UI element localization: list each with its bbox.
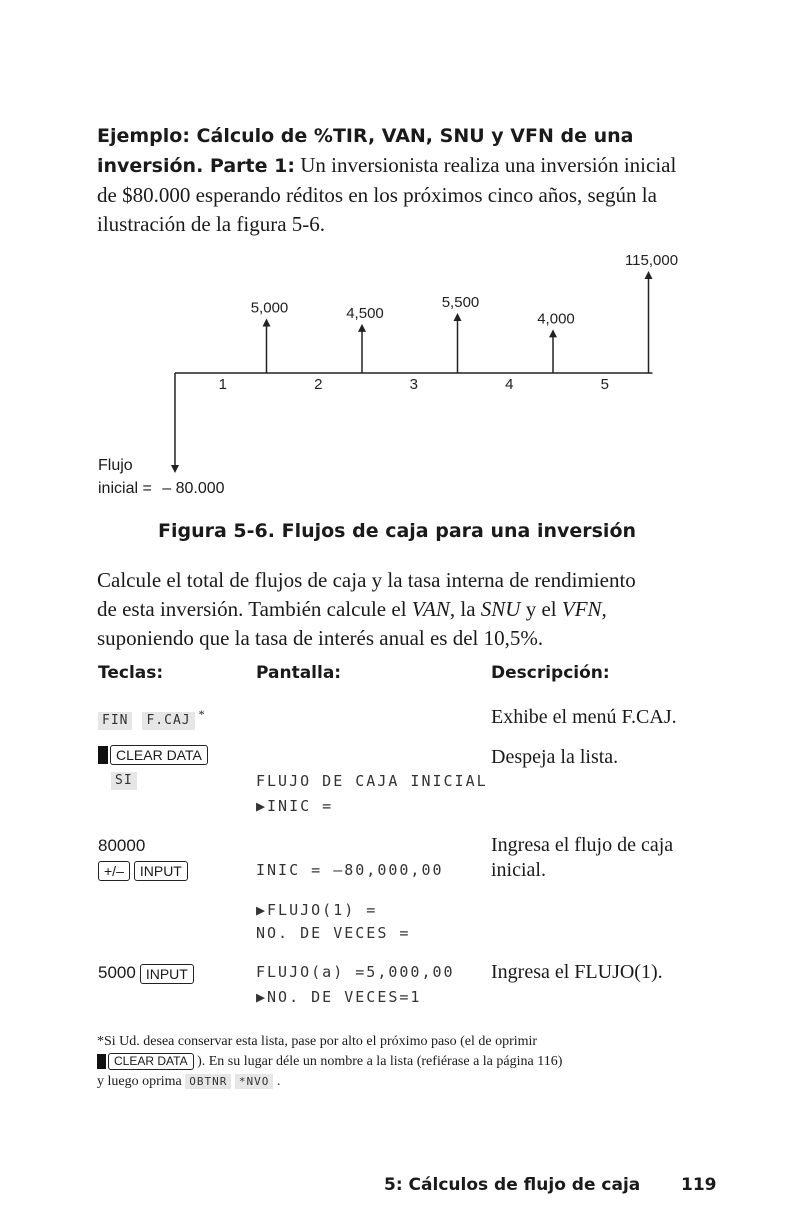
obtnr-softkey: OBTNR (185, 1074, 231, 1089)
footnote-asterisk: * (198, 707, 205, 721)
row-input-keys (98, 861, 188, 881)
row-si-keys (111, 771, 137, 790)
instructions-line-2 (97, 595, 697, 624)
input-key[interactable]: INPUT (134, 861, 188, 881)
keys-80000: 80000 (98, 836, 146, 855)
footer-chapter-title: 5: Cálculos de flujo de caja (384, 1175, 641, 1195)
footnote-text: y luego oprima (97, 1074, 186, 1089)
intro-text-3: ilustración de la figura 5-6. (97, 212, 326, 236)
initial-label (98, 480, 225, 498)
van-term: VAN, (411, 597, 456, 621)
figure-caption: Figura 5-6. Flujos de caja para una inversión (158, 520, 637, 542)
clear-data-key: CLEAR DATA (108, 1053, 194, 1070)
row-5000-keys (98, 960, 194, 985)
footnote-text: ). En su lugar déle un nombre a la lista (refiérase a la página 116) (193, 1054, 563, 1069)
cash-flow-value-label: 5,500 (441, 294, 480, 311)
display-text: NO. DE VECES=1 (267, 988, 422, 1006)
column-header-keys: Teclas: (98, 663, 164, 683)
arrow-head-icon (263, 318, 271, 326)
column-header-description: Descripción: (491, 663, 610, 683)
intro-text-1: Un inversionista realiza una inversión inicial (294, 153, 677, 177)
display-initial-flow-2 (256, 794, 333, 819)
footnote-line-1: *Si Ud. desea conservar esta lista, pase por alto el próximo paso (el de oprimir (97, 1034, 538, 1049)
row-5000-description: Ingresa el FLUJO(1). (491, 961, 663, 983)
instructions-text: de esta inversión. También calcule el (97, 597, 412, 621)
shift-key-icon (97, 1054, 106, 1069)
flow-label: Flujo (98, 457, 133, 474)
row-input-description-2: inicial. (491, 859, 546, 881)
cash-flow-value-label: 5,000 (250, 299, 289, 317)
footnote (97, 1032, 717, 1092)
column-header-display: Pantalla: (256, 663, 342, 683)
display-text: FLUJO(1) = (267, 901, 378, 919)
row-fin-description: Exhibe el menú F.CAJ. (491, 706, 677, 728)
input-key[interactable]: INPUT (140, 964, 194, 984)
example-subheading: inversión. Parte 1: (97, 155, 295, 177)
display-initial-flow-1: FLUJO DE CAJA INICIAL (256, 772, 488, 790)
cash-flow-value-label: 4,500 (346, 304, 384, 322)
display-flujo-1 (256, 898, 377, 923)
instructions-line-3: suponiendo que la tasa de interés anual es del 10,5%. (97, 626, 544, 650)
cash-flow-value-label: 4,000 (537, 310, 575, 328)
display-inic-value: INIC = –80,000,00 (256, 861, 444, 879)
example-heading: Ejemplo: Cálculo de %TIR, VAN, SNU y VFN de una (97, 125, 634, 147)
row-input-description-1: Ingresa el flujo de caja (491, 834, 674, 856)
display-no-de-veces: NO. DE VECES = (256, 924, 411, 942)
display-arrow-icon: ▶ (256, 988, 268, 1006)
si-softkey[interactable]: SI (111, 772, 137, 790)
initial-value: – 80.000 (162, 480, 225, 497)
cash-flow-value-label: 115,000 (624, 252, 679, 269)
period-label: 1 (218, 376, 227, 393)
instructions-text: y el (520, 597, 562, 621)
instructions-line-1: Calcule el total de flujos de caja y la tasa interna de rendimiento (97, 568, 636, 592)
initial-label-text: inicial = (98, 480, 152, 497)
change-sign-key[interactable]: +/– (98, 861, 130, 881)
arrow-head-icon (645, 271, 653, 279)
arrow-head-icon (549, 329, 557, 337)
arrow-head-down-icon (171, 465, 179, 473)
period-label: 2 (314, 376, 323, 393)
clear-data-key[interactable]: CLEAR DATA (110, 745, 208, 765)
period-label: 5 (600, 376, 609, 393)
keys-5000: 5000 (98, 963, 136, 982)
arrow-head-icon (454, 313, 462, 321)
display-no-de-veces-value (256, 985, 421, 1010)
row-fin-keys (98, 707, 205, 730)
shift-key-icon[interactable] (98, 746, 108, 764)
footnote-line-3 (97, 1072, 717, 1092)
instructions-text: la (455, 597, 481, 621)
page-number: 119 (681, 1175, 717, 1195)
row-clear-description: Despeja la lista. (491, 746, 619, 768)
intro-paragraph (97, 121, 697, 239)
snu-term: SNU (480, 597, 521, 621)
footnote-line-2 (97, 1052, 717, 1072)
period-label: 4 (505, 376, 514, 393)
display-arrow-icon: ▶ (256, 901, 268, 919)
footnote-text: . (273, 1074, 281, 1089)
intro-text-2: de $80.000 esperando réditos en los próximos cinco años, según la (97, 183, 657, 207)
vfn-term: VFN, (561, 597, 607, 621)
fin-softkey[interactable]: FIN (98, 712, 132, 730)
display-text: INIC = (267, 797, 334, 815)
instructions-paragraph (97, 566, 697, 653)
display-arrow-icon: ▶ (256, 797, 268, 815)
fcaj-softkey[interactable]: F.CAJ (142, 712, 194, 730)
row-clear-keys (98, 745, 208, 765)
display-flujo-value: FLUJO(a) =5,000,00 (256, 963, 455, 981)
period-label: 3 (409, 376, 418, 393)
nvo-softkey: *NVO (235, 1074, 274, 1089)
arrow-head-icon (358, 324, 366, 332)
